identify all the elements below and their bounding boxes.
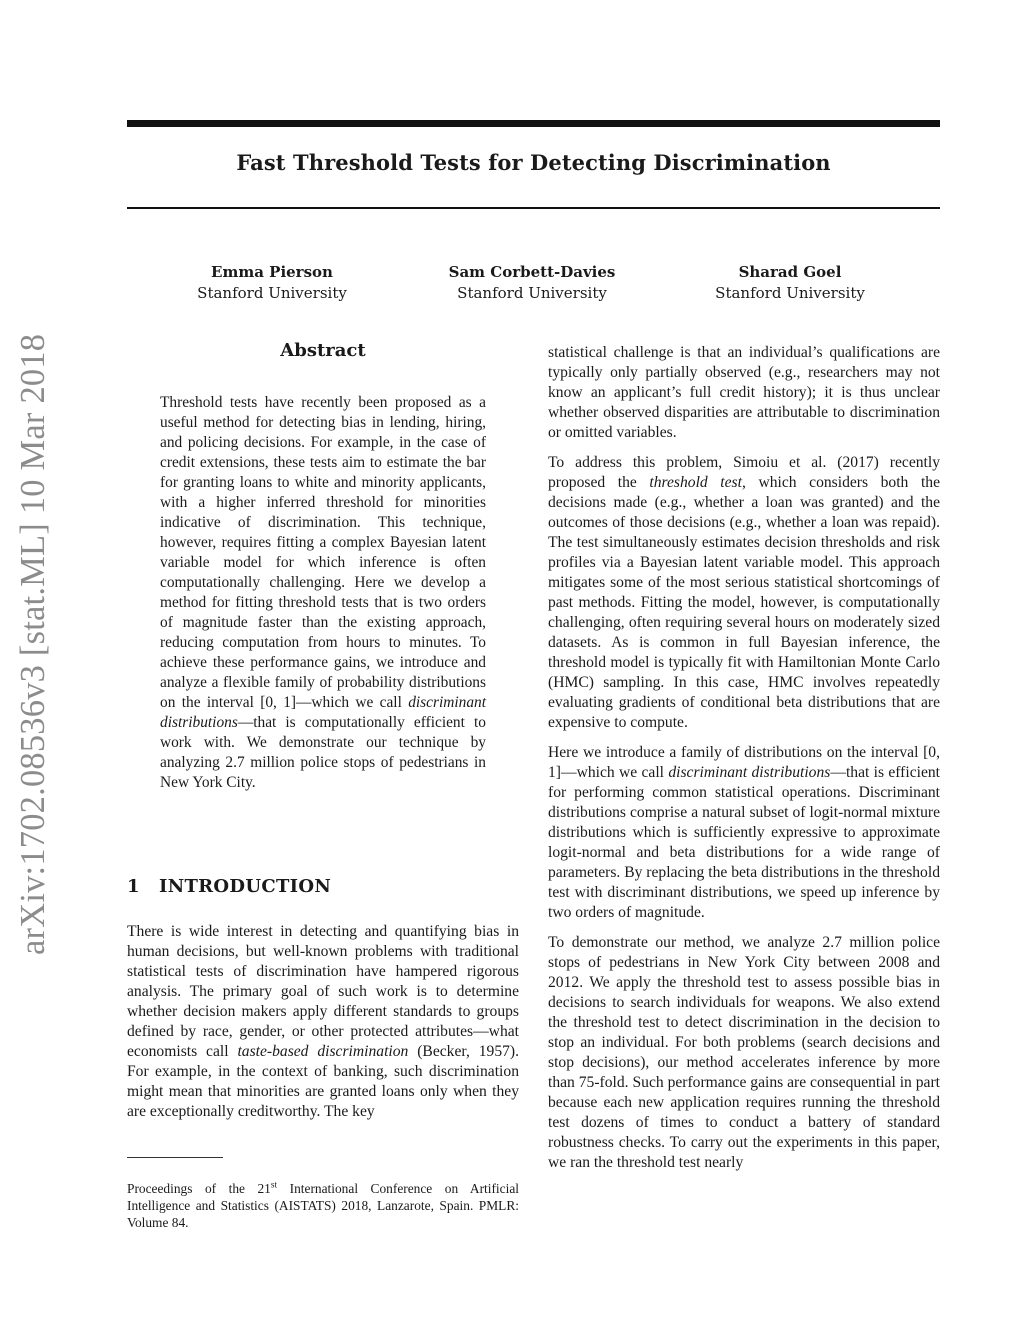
footnote-text: Proceedings of the 21 bbox=[127, 1181, 271, 1196]
abstract-emphasis: discriminant distributions bbox=[160, 694, 486, 731]
author-block bbox=[152, 262, 392, 304]
author-affiliation: Stanford University bbox=[715, 284, 865, 302]
intro-paragraph bbox=[127, 922, 519, 1122]
title-rule-top bbox=[127, 120, 940, 127]
footnote-superscript: st bbox=[270, 1180, 278, 1191]
abstract-text: Threshold tests have recently been proposed as a useful method for detecting bias in lending, hiring, and policing decisions. For example, in the case of credit extensions, these tests aim to estimate the bar for granting loans to white and minority applicants, with a higher inferred threshold for minorities indicative of discrimination. This technique, however, requires fitting a complex Bayesian latent variable model for which inference is often computationally challenging. Here we develop a method for fitting threshold tests that is two orders of magnitude faster than the existing approach, reducing computation from hours to minutes. To achieve these performance gains, we introduce and analyze a flexible family of probability distributions on the interval [0, 1]—which we call bbox=[160, 394, 486, 711]
footnote-rule bbox=[127, 1157, 223, 1158]
section-number: 1 bbox=[127, 876, 140, 897]
paper-title: Fast Threshold Tests for Detecting Discrimination bbox=[236, 150, 831, 175]
arxiv-stamp: arXiv:1702.08536v3 [stat.ML] 10 Mar 2018 bbox=[14, 333, 52, 955]
body-text: Here we introduce a family of distributions on the interval [0, 1]—which we call bbox=[548, 744, 940, 781]
section-title: INTRODUCTION bbox=[159, 876, 332, 897]
section-heading bbox=[127, 876, 331, 897]
footnote bbox=[127, 1180, 519, 1231]
intro-emphasis: taste-based discrimination bbox=[237, 1043, 409, 1060]
body-text: To address this problem, Simoiu et al. (2017) recently proposed the bbox=[548, 454, 940, 491]
body-text: , which considers both the decisions made (e.g., whether a loan was granted) and the outcomes of those decisions (e.g., whether a loan was repaid). The test simultaneously estimates decision thresholds and risk profiles via a Bayesian latent variable model. This approach mitigates some of the most serious statistical shortcomings of past methods. Fitting the model, however, is computationally challenging, often requiring several hours on moderately sized datasets. As is common in full Bayesian inference, the threshold model is typically fit with Hamiltonian Monte Carlo (HMC) sampling. In this case, HMC involves repeatedly evaluating gradients of conditional beta distributions that are expensive to compute. bbox=[548, 474, 940, 731]
author-name: Sharad Goel bbox=[738, 263, 842, 281]
abstract-heading: Abstract bbox=[280, 340, 366, 361]
body-paragraph bbox=[548, 453, 940, 733]
body-emphasis: discriminant distributions bbox=[668, 764, 831, 781]
body-text: —that is efficient for performing common statistical operations. Discriminant distributions comprise a natural subset of logit-normal mixture distributions which is sufficiently expressive to approximate logit-normal and beta distributions for a wide range of parameters. By replacing the beta distributions in the threshold test with discriminant distributions, we speed up inference by two orders of magnitude. bbox=[548, 764, 941, 921]
author-affiliation: Stanford University bbox=[457, 284, 607, 302]
author-block bbox=[412, 262, 652, 304]
author-name: Emma Pierson bbox=[211, 263, 333, 281]
intro-text: (Becker, 1957). For example, in the context of banking, such discrimination might mean that minorities are granted loans only when they are exceptionally creditworthy. The key bbox=[127, 1043, 520, 1120]
body-paragraph: To demonstrate our method, we analyze 2.7 million police stops of pedestrians in New York City between 2008 and 2012. We apply the threshold test to assess possible bias in decisions to search individuals for weapons. We also extend the threshold test to detect discrimination in the decision to stop an individual. For both problems (search decisions and stop decisions), our method accelerates inference by more than 75-fold. Such performance gains are consequential in part because each new application requires running the threshold test dozens of times to conduct a battery of standard robustness checks. To carry out the experiments in this paper, we ran the threshold test nearly bbox=[548, 934, 940, 1171]
title-rule-bottom bbox=[127, 207, 940, 209]
author-block bbox=[670, 262, 910, 304]
abstract-body bbox=[160, 393, 486, 793]
intro-text: There is wide interest in detecting and quantifying bias in human decisions, but well-known problems with traditional statistical tests of discrimination have hampered rigorous analysis. The primary goal of such work is to determine whether decision makers apply different standards to groups defined by race, gender, or other protected attributes—what economists call bbox=[127, 923, 519, 1060]
body-emphasis: threshold test bbox=[649, 474, 742, 491]
author-name: Sam Corbett-Davies bbox=[448, 263, 616, 281]
body-paragraph: statistical challenge is that an individual’s qualifications are typically only partially observed (e.g., researchers may not know an applicant’s full credit history); it is thus unclear whether observed disparities are attributable to discrimination or omitted variables. bbox=[548, 344, 940, 441]
footnote-text: International Conference on Artificial Intelligence and Statistics (AISTATS) 2018, Lanzarote, Spain. PMLR: Volume 84. bbox=[127, 1181, 519, 1230]
author-affiliation: Stanford University bbox=[197, 284, 347, 302]
abstract-text: —that is computationally efficient to work with. We demonstrate our technique by analyzing 2.7 million police stops of pedestrians in New York City. bbox=[160, 714, 486, 791]
right-column bbox=[548, 343, 940, 1183]
body-paragraph bbox=[548, 743, 940, 923]
